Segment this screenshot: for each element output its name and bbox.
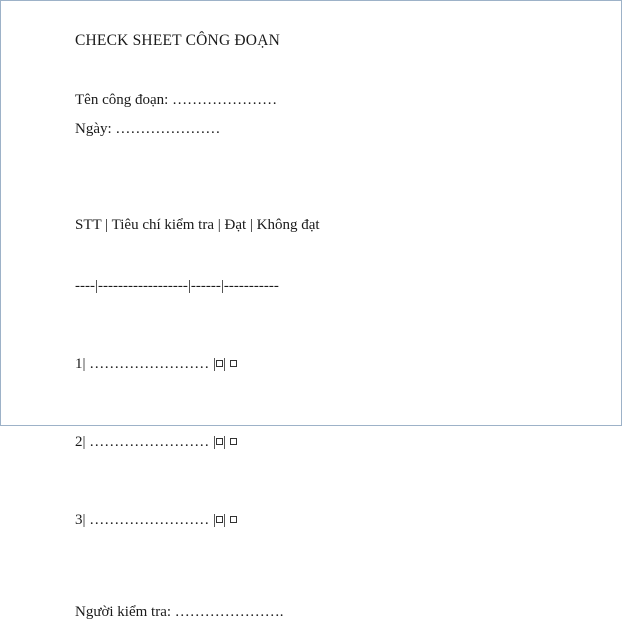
field-row-date — [75, 121, 591, 138]
checksheet-table — [75, 178, 591, 568]
field-value-date: ………………… — [115, 121, 221, 137]
row-cell-separator: | — [223, 356, 227, 372]
row-criteria: | …………………… | — [82, 434, 217, 450]
table-row — [75, 429, 591, 456]
row-stt: 3 — [75, 512, 83, 528]
inspector-label: Người kiểm tra: — [75, 604, 172, 620]
spacer-before-table — [75, 138, 591, 178]
field-value-stage: ………………… — [172, 92, 278, 108]
table-header-row: STT | Tiêu chí kiểm tra | Đạt | Không đạt — [75, 217, 320, 233]
inspector-value: …………………. — [174, 604, 284, 620]
field-label-stage: Tên công đoạn: — [75, 92, 169, 108]
table-separator-row: ----|------------------|------|----------- — [75, 278, 279, 294]
checkbox-dat[interactable] — [216, 516, 223, 523]
field-label-date: Ngày: — [75, 121, 112, 137]
row-cell-separator: | — [223, 434, 227, 450]
spacer-between-fields — [75, 109, 591, 121]
checkbox-dat[interactable] — [216, 438, 223, 445]
row-stt: 2 — [75, 434, 83, 450]
field-row-stage — [75, 92, 591, 109]
checkbox-khong-dat[interactable] — [230, 516, 237, 523]
checkbox-khong-dat[interactable] — [230, 360, 237, 367]
page-title: CHECK SHEET CÔNG ĐOẠN — [75, 32, 280, 49]
document-content — [75, 29, 591, 621]
inspector-row — [75, 604, 591, 621]
checkbox-khong-dat[interactable] — [230, 438, 237, 445]
spacer-after-title — [75, 50, 591, 92]
checkbox-dat[interactable] — [216, 360, 223, 367]
table-row — [75, 507, 591, 534]
row-criteria: | …………………… | — [82, 512, 217, 528]
spacer-before-footer — [75, 568, 591, 604]
row-criteria: | …………………… | — [82, 356, 217, 372]
row-stt: 1 — [75, 356, 83, 372]
table-row — [75, 351, 591, 378]
row-cell-separator: | — [223, 512, 227, 528]
